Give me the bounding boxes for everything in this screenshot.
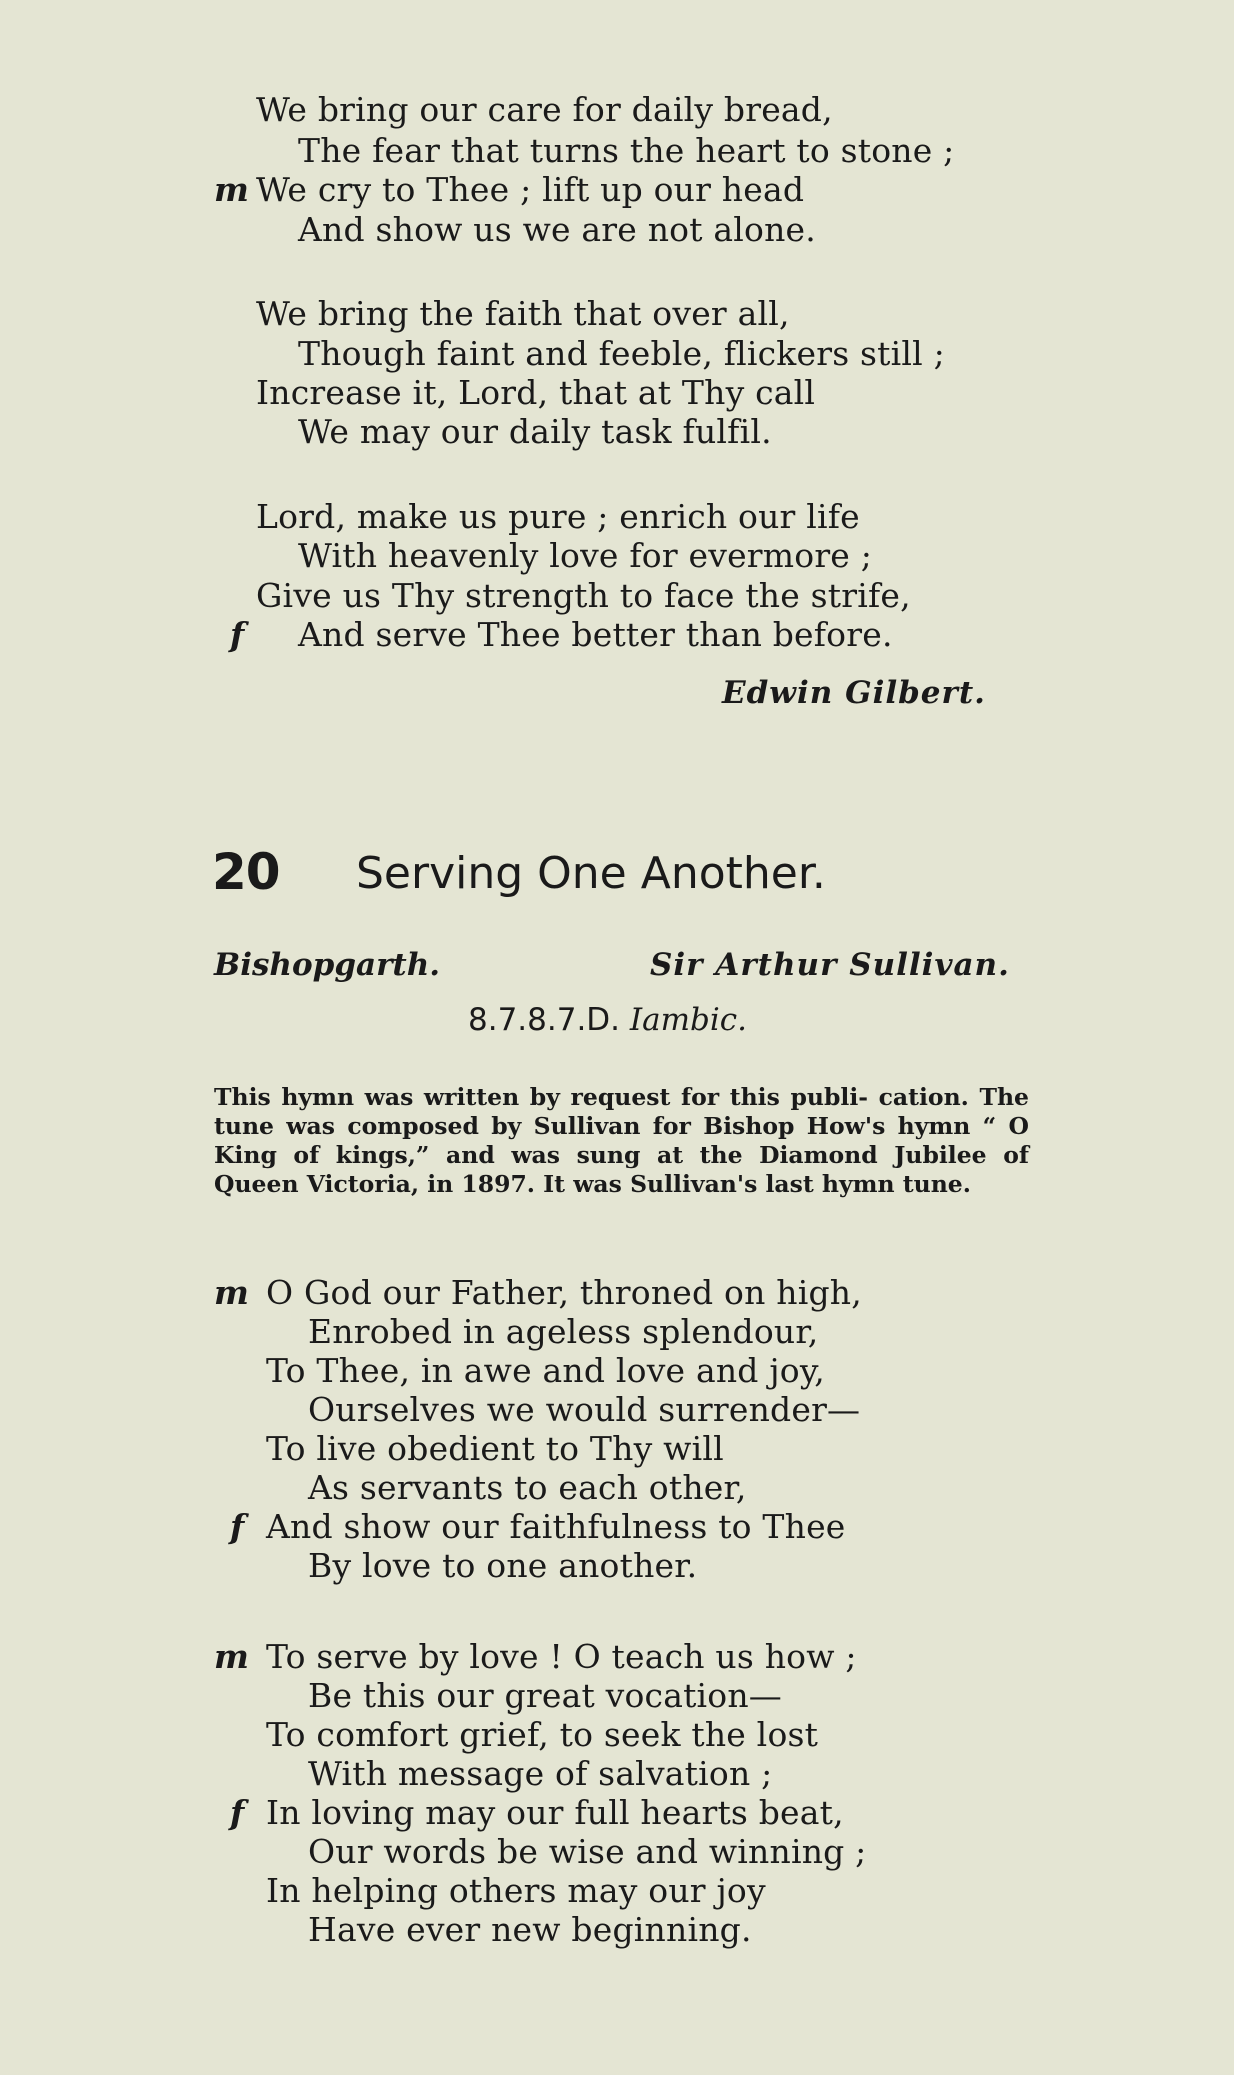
verse-line: With heavenly love for evermore ; xyxy=(298,536,873,575)
verse-line: Enrobed in ageless splendour, xyxy=(308,1312,819,1351)
verse-line: To live obedient to Thy will xyxy=(266,1429,724,1468)
verse-line: Though faint and feeble, flickers still ; xyxy=(298,334,945,373)
verse-line: Increase it, Lord, that at Thy call xyxy=(256,373,816,412)
verse-line: Give us Thy strength to face the strife, xyxy=(256,576,911,615)
dynamic-mark: f xyxy=(230,1507,245,1546)
verse-line: By love to one another. xyxy=(308,1546,698,1585)
verse-line: To serve by love ! O teach us how ; xyxy=(266,1637,857,1676)
verse-line: As servants to each other, xyxy=(308,1468,747,1507)
meter-numbers: 8.7.8.7.D. xyxy=(468,1002,621,1038)
verse-line: And serve Thee better than before. xyxy=(298,615,893,654)
verse-line: We cry to Thee ; lift up our head xyxy=(256,170,805,209)
verse-line: We bring our care for daily bread, xyxy=(256,90,833,129)
dynamic-mark: m xyxy=(214,170,249,209)
hymn-number: 20 xyxy=(212,843,280,901)
verse-line: And show our faithfulness to Thee xyxy=(266,1507,846,1546)
verse-line: Be this our great vocation— xyxy=(308,1676,783,1715)
verse-line: Ourselves we would surrender— xyxy=(308,1390,861,1429)
meter-style: Iambic. xyxy=(629,1002,748,1038)
verse-line: To Thee, in awe and love and joy, xyxy=(266,1351,825,1390)
tune-name: Bishopgarth. xyxy=(214,947,441,983)
verse-line: The fear that turns the heart to stone ; xyxy=(298,131,955,170)
author-name: Edwin Gilbert. xyxy=(722,675,986,711)
dynamic-mark: f xyxy=(230,615,245,654)
hymn-title: Serving One Another. xyxy=(356,848,826,899)
hymn-note: This hymn was written by request for this publi- cation. The tune was composed by Sullivan for Bishop How's hymn “ O King of kings,” and was sung at the Diamond Jubilee of Queen Victoria, in 1897. It was Sullivan's last hymn tune. xyxy=(214,1083,1029,1198)
verse-line: Our words be wise and winning ; xyxy=(308,1832,867,1871)
verse-line: And show us we are not alone. xyxy=(298,210,816,249)
verse-line: In loving may our full hearts beat, xyxy=(266,1793,844,1832)
meter xyxy=(468,1000,747,1040)
dynamic-mark: m xyxy=(214,1273,249,1312)
verse-line: We bring the faith that over all, xyxy=(256,294,790,333)
verse-line: O God our Father, throned on high, xyxy=(266,1273,862,1312)
verse-line: Lord, make us pure ; enrich our life xyxy=(256,497,860,536)
verse-line: Have ever new beginning. xyxy=(308,1910,752,1949)
verse-line: In helping others may our joy xyxy=(266,1871,766,1910)
composer-name: Sir Arthur Sullivan. xyxy=(650,947,1010,983)
verse-line: With message of salvation ; xyxy=(308,1754,773,1793)
verse-line: To comfort grief, to seek the lost xyxy=(266,1715,819,1754)
dynamic-mark: m xyxy=(214,1637,249,1676)
dynamic-mark: f xyxy=(230,1793,245,1832)
verse-line: We may our daily task fulfil. xyxy=(298,412,772,451)
